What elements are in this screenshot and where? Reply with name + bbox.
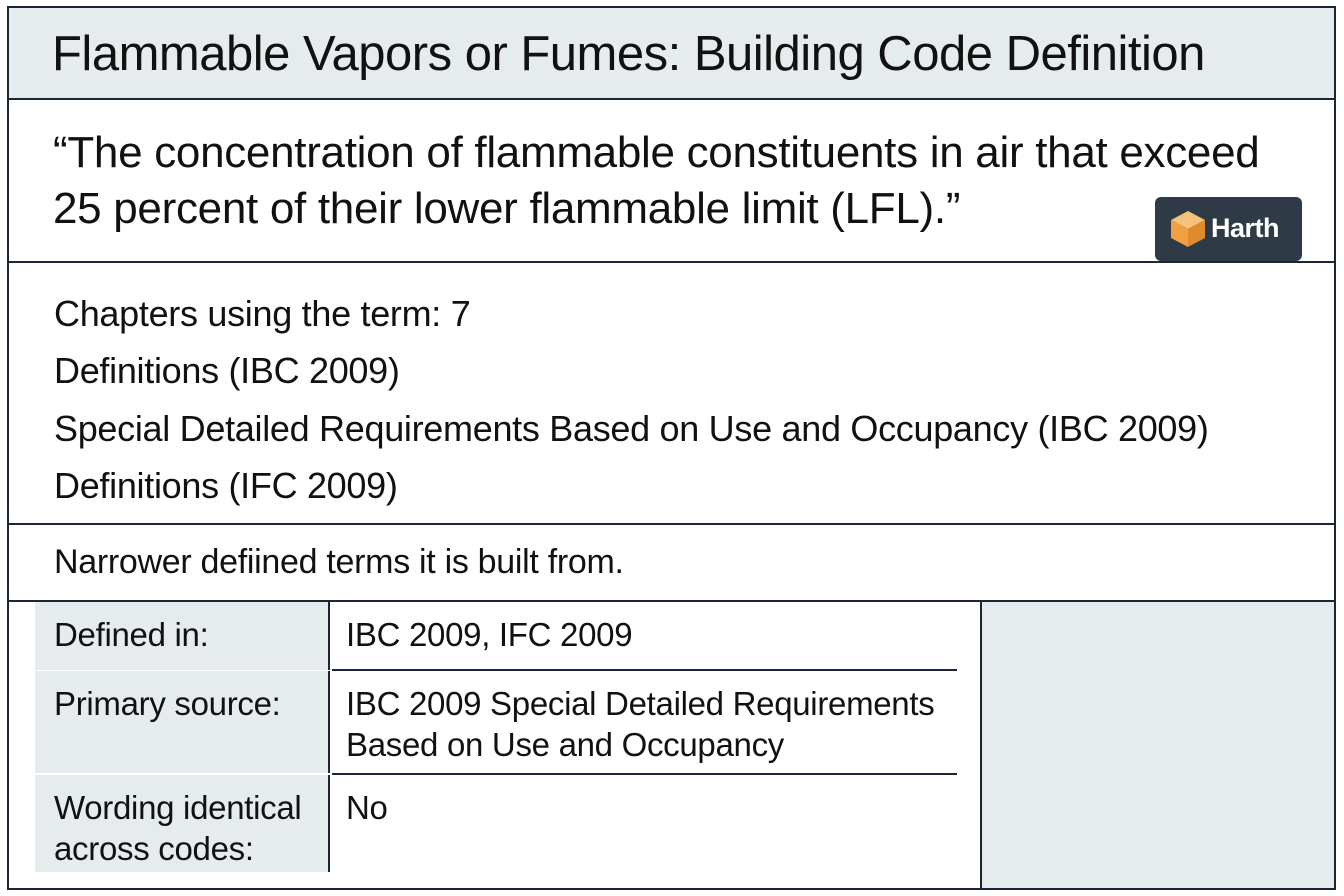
info-table: [35, 602, 957, 872]
info-row-wording-identical: [35, 775, 957, 872]
chapter-item: Definitions (IBC 2009): [54, 350, 400, 391]
info-value: IBC 2009, IFC 2009: [346, 616, 633, 653]
definition-quote: “The concentration of flammable constituents in air that exceed 25 percent of their lower flammable limit (LFL).”: [53, 128, 1260, 233]
page-title: Flammable Vapors or Fumes: Building Code Definition: [52, 27, 1205, 81]
info-label: Defined in:: [54, 616, 209, 653]
chapter-item: Special Detailed Requirements Based on Use and Occupancy (IBC 2009): [54, 408, 1209, 449]
info-value: IBC 2009 Special Detailed Requirements Based on Use and Occupancy: [346, 685, 935, 763]
narrower-terms-heading: Narrower defiined terms it is built from.: [54, 543, 624, 581]
definition-card: [7, 6, 1336, 890]
info-value: No: [346, 789, 388, 826]
info-row-defined-in: [35, 602, 957, 670]
info-row-primary-source: [35, 671, 957, 773]
logo-text: Harth: [1211, 213, 1280, 243]
definition-section: [9, 100, 1334, 263]
chapters-section: [9, 263, 1334, 525]
harth-logo: [1155, 197, 1302, 261]
title-bar: [9, 8, 1334, 100]
narrower-terms-section: [9, 525, 1334, 602]
info-section: [9, 602, 1334, 888]
info-label: Primary source:: [54, 685, 281, 722]
chapters-count: Chapters using the term: 7: [54, 293, 471, 334]
cube-icon: [1169, 209, 1207, 249]
chapter-item: Definitions (IFC 2009): [54, 465, 398, 506]
info-label: Wording identical across codes:: [54, 789, 302, 867]
side-panel: [980, 602, 1334, 888]
